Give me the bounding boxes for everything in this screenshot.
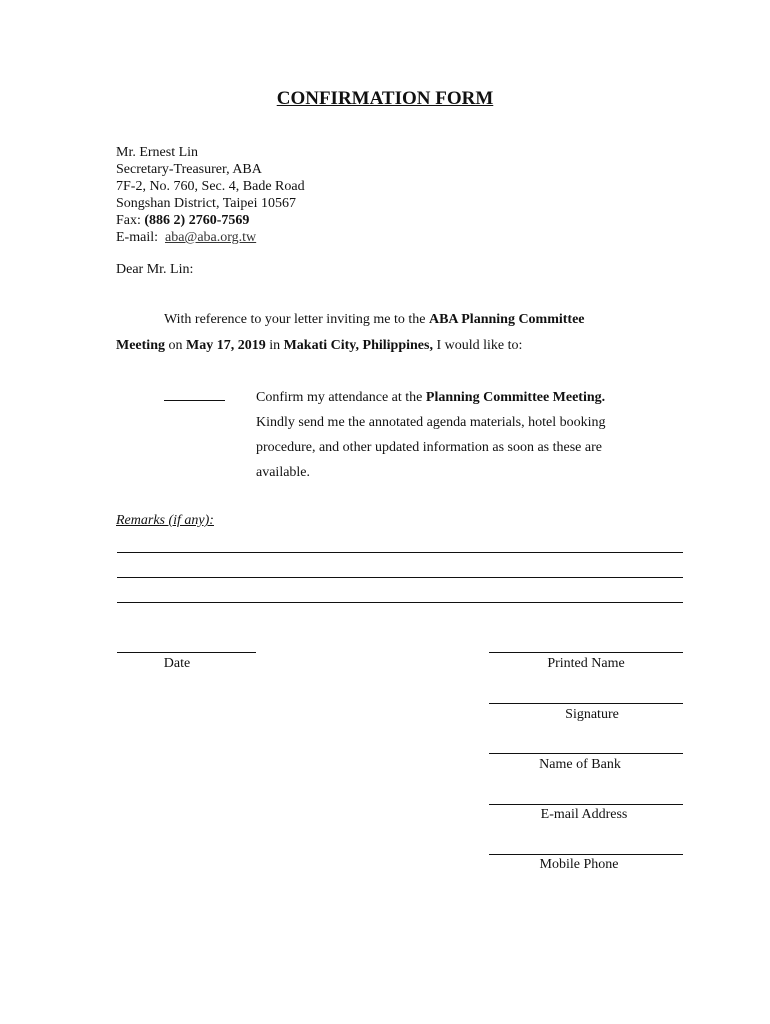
email-label: E-mail:	[116, 230, 158, 245]
p2-text-b: on	[164, 338, 186, 353]
fax-number: (886 2) 2760-7569	[144, 213, 250, 228]
remarks-line-2[interactable]	[117, 577, 683, 578]
printed-name-label: Printed Name	[547, 656, 625, 671]
address-line-2: Songshan District, Taipei 10567	[116, 196, 296, 211]
email-link[interactable]: aba@aba.org.tw	[165, 230, 257, 245]
signature-label: Signature	[565, 707, 619, 722]
option-line-4: available.	[256, 465, 311, 480]
option-line-1	[256, 385, 605, 410]
option-text-a: Confirm my attendance at the	[256, 390, 426, 405]
fax-label: Fax:	[116, 213, 145, 228]
address-line-1: 7F-2, No. 760, Sec. 4, Bade Road	[116, 179, 305, 194]
signature-line[interactable]	[489, 703, 683, 704]
p2-location: Makati City, Philippines,	[283, 338, 433, 353]
bank-line[interactable]	[489, 753, 683, 754]
option-line-2: Kindly send me the annotated agenda materials, hotel booking	[256, 415, 606, 430]
email-address-line[interactable]	[489, 804, 683, 805]
p2-text-a: Meeting	[116, 338, 165, 353]
recipient-address	[116, 144, 305, 246]
salutation: Dear Mr. Lin:	[116, 262, 194, 277]
confirm-checkbox-line[interactable]	[164, 400, 225, 401]
remarks-line-1[interactable]	[117, 552, 683, 553]
p1-text-a: With reference to your letter inviting me to the	[164, 312, 429, 327]
mobile-phone-label: Mobile Phone	[539, 857, 619, 872]
p2-text-d: in	[265, 338, 284, 353]
body-paragraph-line-2	[116, 338, 522, 354]
body-paragraph-line-1	[164, 312, 585, 328]
page-title: CONFIRMATION FORM	[276, 88, 494, 109]
date-line[interactable]	[117, 652, 256, 653]
option-line-3: procedure, and other updated information as soon as these are	[256, 440, 602, 455]
bank-label: Name of Bank	[539, 757, 621, 772]
recipient-name: Mr. Ernest Lin	[116, 145, 199, 160]
recipient-position: Secretary-Treasurer, ABA	[116, 162, 262, 177]
mobile-phone-line[interactable]	[489, 854, 683, 855]
option-text-b: Planning Committee Meeting.	[425, 390, 606, 405]
date-label: Date	[163, 656, 191, 671]
p1-text-b: ABA Planning Committee	[428, 312, 585, 327]
email-line	[116, 229, 305, 246]
email-address-label: E-mail Address	[540, 807, 628, 822]
p2-date: May 17, 2019	[185, 338, 266, 353]
fax-line	[116, 212, 305, 229]
p2-text-f: I would like to:	[432, 338, 523, 353]
remarks-line-3[interactable]	[117, 602, 683, 603]
remarks-label: Remarks (if any):	[116, 513, 214, 528]
printed-name-line[interactable]	[489, 652, 683, 653]
